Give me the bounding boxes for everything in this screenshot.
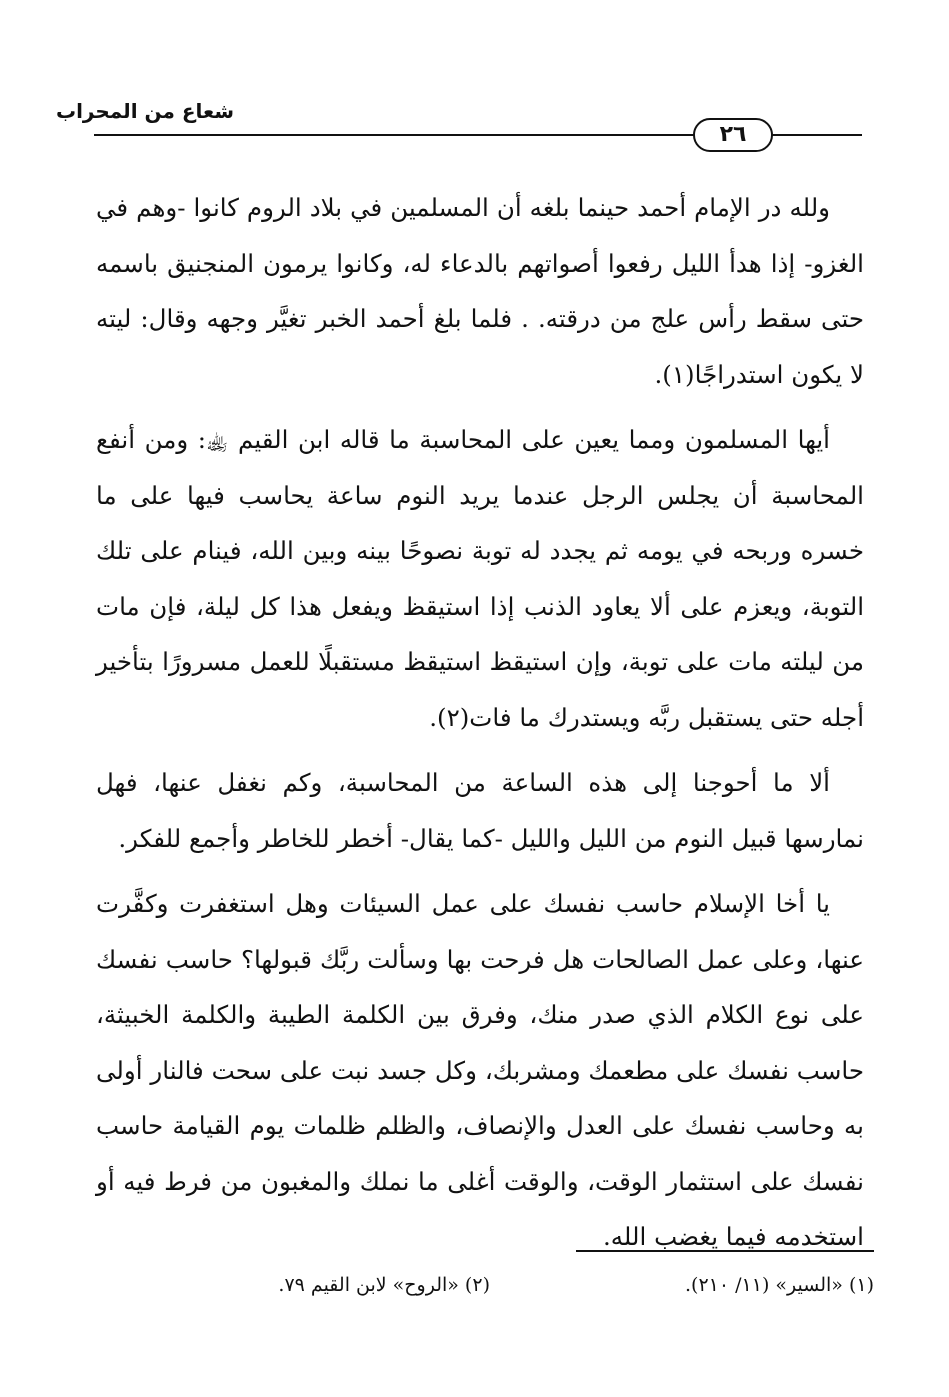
page-number: ٢٦ [693, 118, 773, 152]
footnote-1: (١) «السير» (١١/ ٢١٠). [685, 1274, 874, 1296]
paragraph: أيها المسلمون ومما يعين على المحاسبة ما قاله ابن القيم ﵀: ومن أنفع المحاسبة أن يجلس الرجل عندما يريد النوم ساعة يحاسب فيها على ما خسره وربحه في يومه ثم يجدد له توبة نصوحًا بينه وبين الله، فينام على تلك التوبة، ويعزم على ألا يعاود الذنب إذا استيقظ ويفعل هذا كل ليلة، فإن مات من ليلته مات على توبة، وإن استيقظ استيقظ مستقبلًا للعمل مسرورًا بتأخير أجله حتى يستقبل ربَّه ويستدرك ما فات(٢). [96, 425, 864, 732]
book-title: شعاع من المحراب [55, 99, 234, 123]
footnote-2: (٢) «الروح» لابن القيم ٧٩. [278, 1274, 490, 1296]
paragraph: يا أخا الإسلام حاسب نفسك على عمل السيئات وهل استغفرت وكفَّرت عنها، وعلى عمل الصالحات هل فرحت بها وسألت ربَّك قبولها؟ حاسب نفسك على نوع الكلام الذي صدر منك، وفرق بين الكلمة الطيبة والكلمة الخبيثة، حاسب نفسك على مطعمك ومشربك، وكل جسد نبت على سحت فالنار أولى به وحاسب نفسك على العدل والإنصاف، والظلم ظلمات يوم القيامة حاسب نفسك على استثمار الوقت، والوقت أغلى ما نملك والمغبون من فرط فيه أو استخدمه فيما يغضب الله. [96, 889, 864, 1251]
footnote-rule [576, 1250, 874, 1252]
paragraph: ولله در الإمام أحمد حينما بلغه أن المسلمين في بلاد الروم كانوا -وهم في الغزو- إذا هدأ الليل رفعوا أصواتهم بالدعاء له، وكانوا يرمون المنجنيق باسمه حتى سقط رأس علج من درقته. . فلما بلغ أحمد الخبر تغيَّر وجهه وقال: ليته لا يكون استدراجًا(١). [96, 193, 864, 389]
paragraph: ألا ما أحوجنا إلى هذه الساعة من المحاسبة، وكم نغفل عنها، فهل نمارسها قبيل النوم من الليل والليل -كما يقال- أخطر للخاطر وأجمع للفكر. [96, 768, 864, 853]
main-text [96, 180, 864, 1275]
